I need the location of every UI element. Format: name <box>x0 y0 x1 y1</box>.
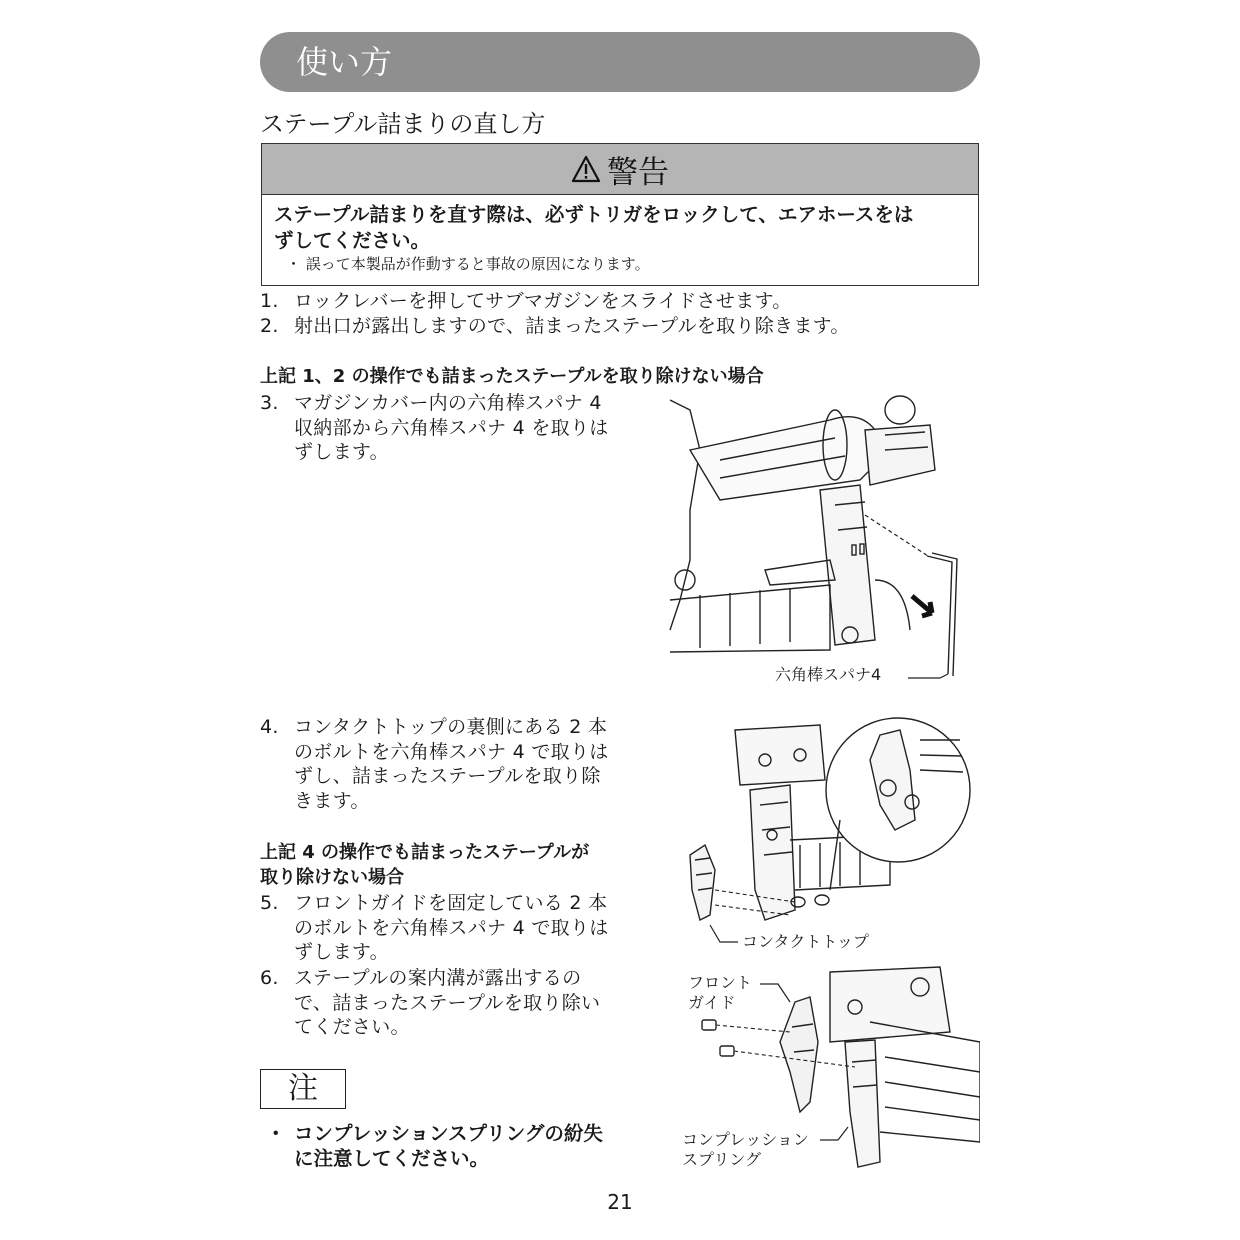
figure-front-guide <box>680 962 980 1172</box>
step-2: 2. 射出口が露出しますので、詰まったステープルを取り除きます。 <box>260 315 850 337</box>
warning-message: ステープル詰まりを直す際は、必ずトリガをロックして、エアホースをは ずしてください。 <box>274 203 914 252</box>
chapter-title: 使い方 <box>296 43 393 81</box>
contact-top-label: コンタクトトップ <box>742 932 869 951</box>
subheading-2: 上記 4 の操作でも詰まったステープルが 取り除けない場合 <box>260 842 590 888</box>
step-3: 3. マガジンカバー内の六角棒スパナ 4 収納部から六角棒スパナ 4 を取りは ずします。 <box>260 392 609 463</box>
warning-note: ・ 誤って本製品が作動すると事故の原因になります。 <box>286 255 650 273</box>
front-guide-label-2: ガイド <box>688 993 736 1012</box>
figure-contact-top <box>680 710 980 960</box>
front-guide-label-1: フロント <box>688 973 753 992</box>
chapter-header <box>260 32 980 92</box>
note-label-box <box>260 1069 346 1109</box>
figure-hex-wrench-storage <box>660 390 980 690</box>
page-number: 21 <box>607 1190 633 1214</box>
step-5: 5. フロントガイドを固定している 2 本 のボルトを六角棒スパナ 4 で取りは ずします。 <box>260 892 609 963</box>
section-title: ステープル詰まりの直し方 <box>260 110 546 138</box>
compression-spring-label-1: コンプレッション <box>682 1130 809 1149</box>
warning-header <box>262 144 978 195</box>
compression-spring-label-2: スプリング <box>682 1150 762 1169</box>
warning-box <box>261 143 979 286</box>
subheading-1: 上記 1、2 の操作でも詰まったステープルを取り除けない場合 <box>260 366 764 387</box>
note-bullet: ・ <box>266 1122 286 1145</box>
step-4: 4. コンタクトトップの裏側にある 2 本 のボルトを六角棒スパナ 4 で取りは ずし、詰まったステープルを取り除 きます。 <box>260 716 609 812</box>
note-label: 注 <box>288 1071 318 1106</box>
step-6: 6. ステープルの案内溝が露出するの で、詰まったステープルを取り除い てください。 <box>260 967 601 1038</box>
warning-heading: 警告 <box>607 154 669 191</box>
warning-triangle-icon <box>571 155 601 183</box>
note-text: コンプレッションスプリングの紛失 に注意してください。 <box>294 1122 603 1170</box>
step-1: 1. ロックレバーを押してサブマガジンをスライドさせます。 <box>260 290 792 312</box>
hex-wrench-label: 六角棒スパナ4 <box>775 665 882 684</box>
